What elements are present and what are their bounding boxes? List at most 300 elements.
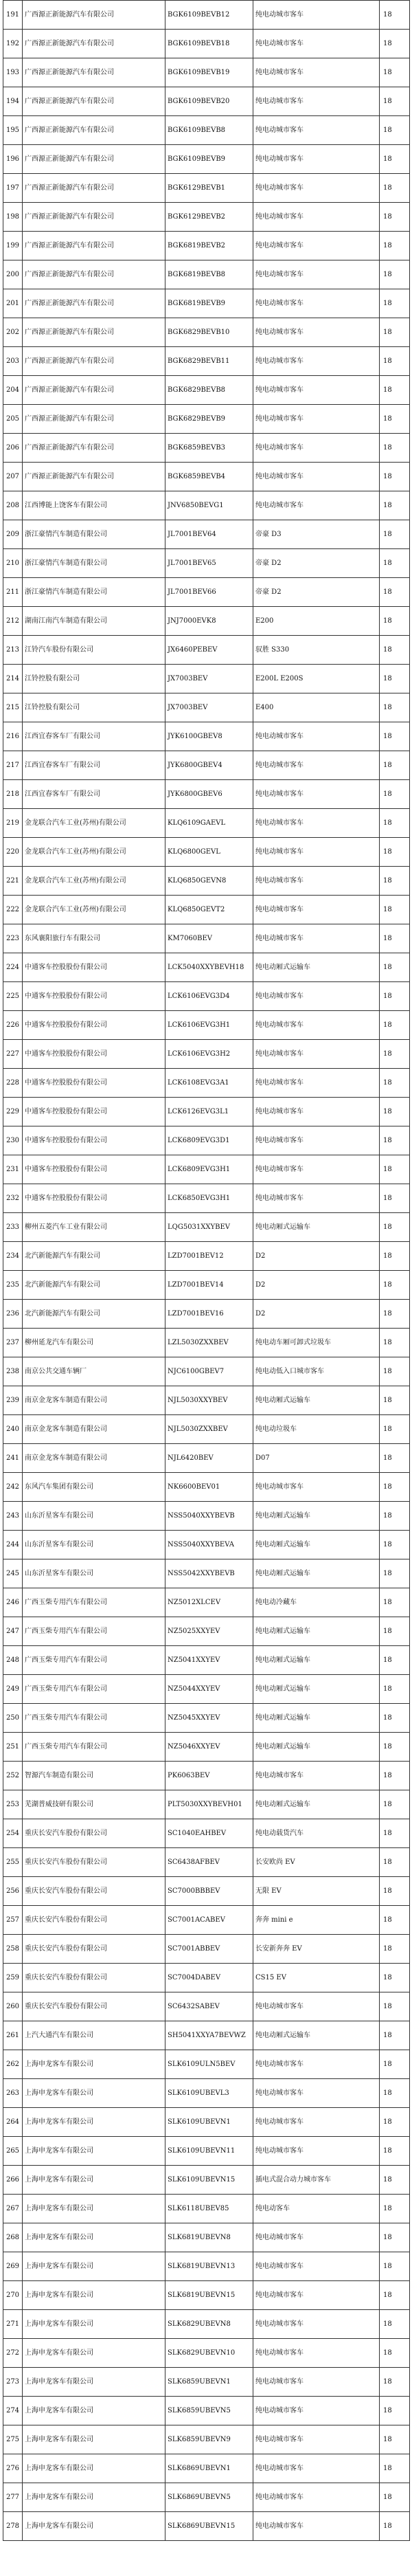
vehicle-name-cell: 无限 EV [253, 1877, 380, 1906]
row-number-cell: 252 [3, 1762, 23, 1790]
table-row [3, 2281, 410, 2310]
value-cell: 18 [380, 953, 410, 982]
table-row [3, 549, 410, 578]
company-cell: 上海申龙客车有限公司 [23, 2310, 165, 2339]
table-row [3, 520, 410, 549]
model-cell: JYK6800GBEV4 [165, 751, 253, 780]
table-row [3, 1992, 410, 2021]
value-cell: 18 [380, 1531, 410, 1559]
value-cell: 18 [380, 2137, 410, 2166]
model-cell: JYK6800GBEV6 [165, 780, 253, 809]
table-row [3, 1877, 410, 1906]
company-cell: 重庆长安汽车股份有限公司 [23, 1906, 165, 1935]
row-number-cell: 245 [3, 1559, 23, 1588]
row-number-cell: 262 [3, 2050, 23, 2079]
row-number-cell: 271 [3, 2310, 23, 2339]
model-cell: SC7004DABEV [165, 1964, 253, 1992]
model-cell: SC7000BBBEV [165, 1877, 253, 1906]
value-cell: 18 [380, 1646, 410, 1675]
table-row [3, 896, 410, 924]
company-cell: 南京金龙客车制造有限公司 [23, 1444, 165, 1473]
table-row [3, 434, 410, 463]
row-number-cell: 229 [3, 1098, 23, 1126]
company-cell: 浙江豪情汽车制造有限公司 [23, 549, 165, 578]
company-cell: 重庆长安汽车股份有限公司 [23, 1877, 165, 1906]
row-number-cell: 240 [3, 1415, 23, 1444]
company-cell: 上海申龙客车有限公司 [23, 2368, 165, 2397]
table-row [3, 953, 410, 982]
table-row [3, 722, 410, 751]
company-cell: 广西源正新能源汽车有限公司 [23, 145, 165, 174]
value-cell: 18 [380, 2281, 410, 2310]
model-cell: LCK6108EVG3A1 [165, 1069, 253, 1098]
model-cell: KLQ6850GEVN8 [165, 867, 253, 896]
vehicle-name-cell: 纯电动城市客车 [253, 2050, 380, 2079]
vehicle-name-cell: 长安新奔奔 EV [253, 1935, 380, 1964]
value-cell: 18 [380, 1069, 410, 1098]
row-number-cell: 216 [3, 722, 23, 751]
value-cell: 18 [380, 30, 410, 58]
row-number-cell: 192 [3, 30, 23, 58]
table-row [3, 2252, 410, 2281]
vehicle-name-cell: 纯电动城市客车 [253, 1040, 380, 1069]
company-cell: 广西源正新能源汽车有限公司 [23, 30, 165, 58]
row-number-cell: 255 [3, 1848, 23, 1877]
value-cell: 18 [380, 809, 410, 838]
row-number-cell: 253 [3, 1790, 23, 1819]
vehicle-name-cell: 纯电动厢式运输车 [253, 1733, 380, 1762]
vehicle-name-cell: 纯电动城市客车 [253, 87, 380, 116]
table-row [3, 1357, 410, 1386]
table-row [3, 2368, 410, 2397]
table-row [3, 693, 410, 722]
model-cell: PK6063BEV [165, 1762, 253, 1790]
model-cell: BGK6129BEVB1 [165, 174, 253, 203]
row-number-cell: 248 [3, 1646, 23, 1675]
company-cell: 上海申龙客车有限公司 [23, 2223, 165, 2252]
vehicle-name-cell: 驭胜 S330 [253, 636, 380, 665]
vehicle-name-cell: 纯电动厢式运输车 [253, 1675, 380, 1704]
vehicle-name-cell: 纯电动城市客车 [253, 2223, 380, 2252]
company-cell: 广西源正新能源汽车有限公司 [23, 58, 165, 87]
row-number-cell: 226 [3, 1011, 23, 1040]
row-number-cell: 219 [3, 809, 23, 838]
model-cell: JNV6850BEVG1 [165, 491, 253, 520]
row-number-cell: 258 [3, 1935, 23, 1964]
value-cell: 18 [380, 982, 410, 1011]
table-row [3, 1617, 410, 1646]
vehicle-name-cell: 奔奔 mini e [253, 1906, 380, 1935]
table-row [3, 1415, 410, 1444]
value-cell: 18 [380, 693, 410, 722]
value-cell: 18 [380, 1386, 410, 1415]
value-cell: 18 [380, 145, 410, 174]
table-row [3, 2050, 410, 2079]
row-number-cell: 268 [3, 2223, 23, 2252]
table-row [3, 2339, 410, 2368]
company-cell: 广西源正新能源汽车有限公司 [23, 318, 165, 347]
vehicle-name-cell: 纯电动城市客车 [253, 924, 380, 953]
row-number-cell: 231 [3, 1155, 23, 1184]
model-cell: LZD7001BEV14 [165, 1271, 253, 1300]
table-row [3, 578, 410, 607]
model-cell: LCK6809EVG3H1 [165, 1155, 253, 1184]
company-cell: 东风襄阳旅行车有限公司 [23, 924, 165, 953]
vehicle-name-cell: 纯电动城市客车 [253, 751, 380, 780]
table-row [3, 405, 410, 434]
company-cell: 上海申龙客车有限公司 [23, 2050, 165, 2079]
value-cell: 18 [380, 924, 410, 953]
value-cell: 18 [380, 607, 410, 636]
company-cell: 上海申龙客车有限公司 [23, 2512, 165, 2541]
company-cell: 江铃控股有限公司 [23, 665, 165, 693]
row-number-cell: 205 [3, 405, 23, 434]
vehicle-name-cell: 纯电动城市客车 [253, 145, 380, 174]
row-number-cell: 256 [3, 1877, 23, 1906]
company-cell: 上海申龙客车有限公司 [23, 2166, 165, 2195]
row-number-cell: 215 [3, 693, 23, 722]
model-cell: SLK6819UBEVN13 [165, 2252, 253, 2281]
model-cell: BGK6859BEVB4 [165, 463, 253, 491]
model-cell: SLK6109UBEVN1 [165, 2108, 253, 2137]
row-number-cell: 246 [3, 1588, 23, 1617]
vehicle-name-cell: 纯电动城市客车 [253, 174, 380, 203]
table-row [3, 1040, 410, 1069]
vehicle-name-cell: 纯电动低入口城市客车 [253, 1357, 380, 1386]
table-row [3, 607, 410, 636]
row-number-cell: 277 [3, 2483, 23, 2512]
model-cell: PLT5030XXYBEVH01 [165, 1790, 253, 1819]
vehicle-name-cell: 纯电动垃圾车 [253, 1415, 380, 1444]
vehicle-name-cell: 帝豪 D3 [253, 520, 380, 549]
vehicle-name-cell: 纯电动厢式运输车 [253, 1559, 380, 1588]
model-cell: SLK6109UBEVN15 [165, 2166, 253, 2195]
value-cell: 18 [380, 1559, 410, 1588]
model-cell: JX7003BEV [165, 693, 253, 722]
row-number-cell: 217 [3, 751, 23, 780]
table-row [3, 260, 410, 289]
value-cell: 18 [380, 665, 410, 693]
row-number-cell: 237 [3, 1329, 23, 1357]
company-cell: 广西源正新能源汽车有限公司 [23, 203, 165, 232]
table-row [3, 2137, 410, 2166]
company-cell: 广西源正新能源汽车有限公司 [23, 463, 165, 491]
table-row [3, 145, 410, 174]
model-cell: BGK6109BEVB12 [165, 1, 253, 30]
company-cell: 中通客车控股股份有限公司 [23, 1098, 165, 1126]
model-cell: JX6460PEBEV [165, 636, 253, 665]
vehicle-name-cell: 纯电动城市客车 [253, 376, 380, 405]
company-cell: 南京金龙客车制造有限公司 [23, 1386, 165, 1415]
table-row [3, 1473, 410, 1502]
vehicle-name-cell: 纯电动城市客车 [253, 1473, 380, 1502]
model-cell: BGK6819BEVB2 [165, 232, 253, 260]
model-cell: SC7001ACABEV [165, 1906, 253, 1935]
company-cell: 广西源正新能源汽车有限公司 [23, 405, 165, 434]
vehicle-name-cell: 纯电动载货汽车 [253, 1819, 380, 1848]
value-cell: 18 [380, 2252, 410, 2281]
model-cell: LCK6106EVG3D4 [165, 982, 253, 1011]
table-row [3, 1502, 410, 1531]
model-cell: SLK6819UBEVN15 [165, 2281, 253, 2310]
company-cell: 广西玉柴专用汽车有限公司 [23, 1704, 165, 1733]
company-cell: 金龙联合汽车工业(苏州)有限公司 [23, 809, 165, 838]
vehicle-name-cell: D2 [253, 1300, 380, 1329]
model-cell: SLK6859UBEVN9 [165, 2425, 253, 2454]
company-cell: 广西源正新能源汽车有限公司 [23, 434, 165, 463]
value-cell: 18 [380, 1790, 410, 1819]
vehicle-name-cell: 纯电动城市客车 [253, 2512, 380, 2541]
value-cell: 18 [380, 289, 410, 318]
company-cell: 广西源正新能源汽车有限公司 [23, 87, 165, 116]
table-row [3, 1, 410, 30]
row-number-cell: 238 [3, 1357, 23, 1386]
table-row [3, 289, 410, 318]
value-cell: 18 [380, 549, 410, 578]
row-number-cell: 195 [3, 116, 23, 145]
vehicle-name-cell: 纯电动城市客车 [253, 780, 380, 809]
vehicle-name-cell: 纯电动城市客车 [253, 1762, 380, 1790]
model-cell: JNJ7000EVK8 [165, 607, 253, 636]
model-cell: JX7003BEV [165, 665, 253, 693]
table-row [3, 2483, 410, 2512]
vehicle-name-cell: 纯电动城市客车 [253, 116, 380, 145]
vehicle-name-cell: 纯电动城市客车 [253, 2281, 380, 2310]
vehicle-name-cell: D07 [253, 1444, 380, 1473]
row-number-cell: 227 [3, 1040, 23, 1069]
vehicle-name-cell: 纯电动厢式运输车 [253, 2021, 380, 2050]
value-cell: 18 [380, 1473, 410, 1502]
row-number-cell: 251 [3, 1733, 23, 1762]
row-number-cell: 244 [3, 1531, 23, 1559]
company-cell: 上海申龙客车有限公司 [23, 2339, 165, 2368]
model-cell: SH5041XXYA7BEVWZ [165, 2021, 253, 2050]
vehicle-name-cell: 纯电动城市客车 [253, 260, 380, 289]
vehicle-name-cell: 纯电动城市客车 [253, 463, 380, 491]
table-row [3, 347, 410, 376]
vehicle-name-cell: 纯电动城市客车 [253, 896, 380, 924]
vehicle-name-cell: 纯电动城市客车 [253, 2454, 380, 2483]
model-cell: NSS5040XXYBEVB [165, 1502, 253, 1531]
table-row [3, 1242, 410, 1271]
company-cell: 广西玉柴专用汽车有限公司 [23, 1675, 165, 1704]
value-cell: 18 [380, 2108, 410, 2137]
value-cell: 18 [380, 838, 410, 867]
table-row [3, 2166, 410, 2195]
table-row [3, 1559, 410, 1588]
model-cell: SLK6118UBEV85 [165, 2195, 253, 2223]
table-row [3, 1329, 410, 1357]
table-row [3, 1184, 410, 1213]
row-number-cell: 214 [3, 665, 23, 693]
table-row [3, 87, 410, 116]
company-cell: 上海申龙客车有限公司 [23, 2079, 165, 2108]
value-cell: 18 [380, 1906, 410, 1935]
model-cell: KLQ6109GAEVL [165, 809, 253, 838]
table-body [3, 1, 410, 2541]
company-cell: 江铃控股有限公司 [23, 693, 165, 722]
company-cell: 重庆长安汽车股份有限公司 [23, 1992, 165, 2021]
model-cell: LZL5030ZXXBEV [165, 1329, 253, 1357]
value-cell: 18 [380, 1877, 410, 1906]
value-cell: 18 [380, 1184, 410, 1213]
company-cell: 柳州五菱汽车工业有限公司 [23, 1213, 165, 1242]
row-number-cell: 241 [3, 1444, 23, 1473]
table-row [3, 1675, 410, 1704]
value-cell: 18 [380, 405, 410, 434]
company-cell: 重庆长安汽车股份有限公司 [23, 1964, 165, 1992]
row-number-cell: 220 [3, 838, 23, 867]
company-cell: 北汽新能源汽车有限公司 [23, 1271, 165, 1300]
vehicle-name-cell: 纯电动城市客车 [253, 434, 380, 463]
model-cell: NSS5042XXYBEVB [165, 1559, 253, 1588]
vehicle-name-cell: 纯电动城市客车 [253, 1126, 380, 1155]
value-cell: 18 [380, 1, 410, 30]
table-row [3, 174, 410, 203]
vehicle-name-cell: 纯电动厢式运输车 [253, 1213, 380, 1242]
model-cell: KM7060BEV [165, 924, 253, 953]
company-cell: 上海申龙客车有限公司 [23, 2252, 165, 2281]
company-cell: 广西玉柴专用汽车有限公司 [23, 1733, 165, 1762]
model-cell: SLK6829UBEVN8 [165, 2310, 253, 2339]
row-number-cell: 202 [3, 318, 23, 347]
company-cell: 浙江豪情汽车制造有限公司 [23, 578, 165, 607]
value-cell: 18 [380, 1300, 410, 1329]
model-cell: BGK6819BEVB9 [165, 289, 253, 318]
vehicle-name-cell: 纯电动城市客车 [253, 1184, 380, 1213]
vehicle-name-cell: D2 [253, 1271, 380, 1300]
row-number-cell: 201 [3, 289, 23, 318]
company-cell: 广西源正新能源汽车有限公司 [23, 260, 165, 289]
value-cell: 18 [380, 58, 410, 87]
model-cell: NZ5044XXYEV [165, 1675, 253, 1704]
value-cell: 18 [380, 2454, 410, 2483]
vehicle-name-cell: 纯电动厢式运输车 [253, 1704, 380, 1733]
company-cell: 中通客车控股股份有限公司 [23, 1040, 165, 1069]
row-number-cell: 259 [3, 1964, 23, 1992]
row-number-cell: 230 [3, 1126, 23, 1155]
value-cell: 18 [380, 1704, 410, 1733]
table-row [3, 1762, 410, 1790]
table-row [3, 1011, 410, 1040]
value-cell: 18 [380, 1588, 410, 1617]
value-cell: 18 [380, 1242, 410, 1271]
company-cell: 金龙联合汽车工业(苏州)有限公司 [23, 838, 165, 867]
company-cell: 广西玉柴专用汽车有限公司 [23, 1617, 165, 1646]
row-number-cell: 266 [3, 2166, 23, 2195]
row-number-cell: 232 [3, 1184, 23, 1213]
model-cell: SC7001ABBEV [165, 1935, 253, 1964]
value-cell: 18 [380, 1502, 410, 1531]
model-cell: NZ5046XXYEV [165, 1733, 253, 1762]
model-cell: BGK6829BEVB9 [165, 405, 253, 434]
vehicle-name-cell: 帝豪 D2 [253, 578, 380, 607]
vehicle-name-cell: 纯电动车厢可卸式垃圾车 [253, 1329, 380, 1357]
table-row [3, 838, 410, 867]
row-number-cell: 270 [3, 2281, 23, 2310]
vehicle-name-cell: 纯电动厢式运输车 [253, 1646, 380, 1675]
vehicle-name-cell: 纯电动厢式运输车 [253, 953, 380, 982]
table-row [3, 2021, 410, 2050]
table-row [3, 982, 410, 1011]
row-number-cell: 263 [3, 2079, 23, 2108]
row-number-cell: 221 [3, 867, 23, 896]
row-number-cell: 194 [3, 87, 23, 116]
company-cell: 中通客车控股股份有限公司 [23, 1126, 165, 1155]
value-cell: 18 [380, 2079, 410, 2108]
model-cell: LCK6106EVG3H2 [165, 1040, 253, 1069]
row-number-cell: 198 [3, 203, 23, 232]
model-cell: SLK6819UBEVN8 [165, 2223, 253, 2252]
model-cell: LCK6106EVG3H1 [165, 1011, 253, 1040]
value-cell: 18 [380, 1992, 410, 2021]
vehicle-name-cell: CS15 EV [253, 1964, 380, 1992]
vehicle-name-cell: 纯电动城市客车 [253, 2339, 380, 2368]
model-cell: JL7001BEV64 [165, 520, 253, 549]
value-cell: 18 [380, 2339, 410, 2368]
table-row [3, 1444, 410, 1473]
row-number-cell: 208 [3, 491, 23, 520]
company-cell: 广西玉柴专用汽车有限公司 [23, 1646, 165, 1675]
row-number-cell: 250 [3, 1704, 23, 1733]
table-row [3, 2397, 410, 2425]
table-row [3, 1126, 410, 1155]
model-cell: LCK6809EVG3D1 [165, 1126, 253, 1155]
value-cell: 18 [380, 1040, 410, 1069]
company-cell: 广西源正新能源汽车有限公司 [23, 174, 165, 203]
table-row [3, 1819, 410, 1848]
model-cell: BGK6129BEVB2 [165, 203, 253, 232]
model-cell: NJL6420BEV [165, 1444, 253, 1473]
model-cell: SLK6859UBEVN1 [165, 2368, 253, 2397]
vehicle-name-cell: 插电式混合动力城市客车 [253, 2166, 380, 2195]
company-cell: 上海申龙客车有限公司 [23, 2195, 165, 2223]
company-cell: 广西源正新能源汽车有限公司 [23, 376, 165, 405]
company-cell: 中通客车控股股份有限公司 [23, 982, 165, 1011]
value-cell: 18 [380, 867, 410, 896]
table-row [3, 30, 410, 58]
company-cell: 广西源正新能源汽车有限公司 [23, 347, 165, 376]
company-cell: 重庆长安汽车股份有限公司 [23, 1935, 165, 1964]
vehicle-name-cell: 纯电动城市客车 [253, 2397, 380, 2425]
company-cell: 中通客车控股股份有限公司 [23, 1155, 165, 1184]
model-cell: NSS5040XXYBEVA [165, 1531, 253, 1559]
value-cell: 18 [380, 116, 410, 145]
model-cell: NJL5030ZXXBEV [165, 1415, 253, 1444]
company-cell: 上汽大通汽车有限公司 [23, 2021, 165, 2050]
value-cell: 18 [380, 347, 410, 376]
table-row [3, 58, 410, 87]
value-cell: 18 [380, 1271, 410, 1300]
value-cell: 18 [380, 1098, 410, 1126]
table-row [3, 318, 410, 347]
table-row [3, 2512, 410, 2541]
value-cell: 18 [380, 1329, 410, 1357]
vehicle-name-cell: 纯电动城市客车 [253, 2368, 380, 2397]
value-cell: 18 [380, 1213, 410, 1242]
table-row [3, 2079, 410, 2108]
vehicle-name-cell: 纯电动城市客车 [253, 1992, 380, 2021]
company-cell: 上海申龙客车有限公司 [23, 2281, 165, 2310]
company-cell: 湖南江南汽车制造有限公司 [23, 607, 165, 636]
model-cell: LZD7001BEV16 [165, 1300, 253, 1329]
row-number-cell: 261 [3, 2021, 23, 2050]
row-number-cell: 275 [3, 2425, 23, 2454]
table-row [3, 1733, 410, 1762]
row-number-cell: 200 [3, 260, 23, 289]
vehicle-name-cell: 纯电动城市客车 [253, 2310, 380, 2339]
row-number-cell: 210 [3, 549, 23, 578]
